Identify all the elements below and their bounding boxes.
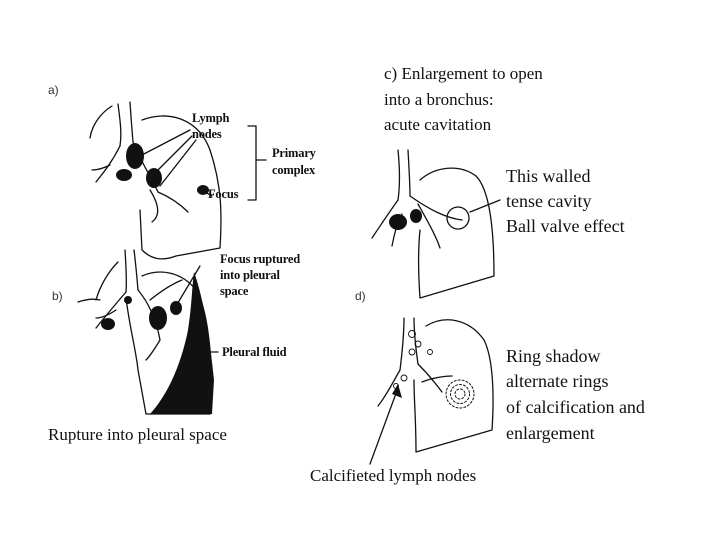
ring-shadow-line3: of calcification and	[506, 397, 645, 417]
focus-ruptured-label-line1: Focus ruptured	[220, 252, 300, 266]
panel-a-lung-drawing	[90, 102, 266, 259]
cavitation-title-line3: acute cavitation	[384, 115, 492, 134]
panel-b-letter: b)	[52, 289, 63, 303]
cavitation-title-line1: c) Enlargement to open	[384, 64, 543, 83]
rupture-caption: Rupture into pleural space	[48, 425, 227, 444]
ring-shadow-line4: enlargement	[506, 423, 595, 443]
cavity-description-line3: Ball valve effect	[506, 216, 625, 236]
lymph-nodes-label-line2: nodes	[192, 127, 222, 141]
focus-label: Focus	[208, 187, 239, 201]
panel-a-lymph-node-marks	[116, 143, 209, 195]
cavity-description-line2: tense cavity	[506, 191, 592, 211]
ring-shadow-line1: Ring shadow	[506, 346, 601, 366]
pleural-fluid-label: Pleural fluid	[222, 345, 287, 359]
panel-c-node-marks	[389, 209, 422, 230]
panel-d-lung-drawing	[370, 318, 493, 464]
panel-d-letter: d)	[355, 289, 366, 303]
primary-complex-label-line1: Primary	[272, 146, 316, 160]
calcified-nodes-caption: Calcifieted lymph nodes	[310, 466, 477, 485]
focus-ruptured-label-line3: space	[220, 284, 249, 298]
focus-ruptured-label-line2: into pleural	[220, 268, 280, 282]
panel-a-letter: a)	[48, 83, 59, 97]
lymph-nodes-label-line1: Lymph	[192, 111, 230, 125]
cavity-description-line1: This walled	[506, 166, 591, 186]
primary-complex-label-line2: complex	[272, 163, 316, 177]
cavitation-title-line2: into a bronchus:	[384, 90, 494, 109]
ring-shadow-line2: alternate rings	[506, 371, 609, 391]
panel-d-ring-shadow	[446, 380, 474, 408]
